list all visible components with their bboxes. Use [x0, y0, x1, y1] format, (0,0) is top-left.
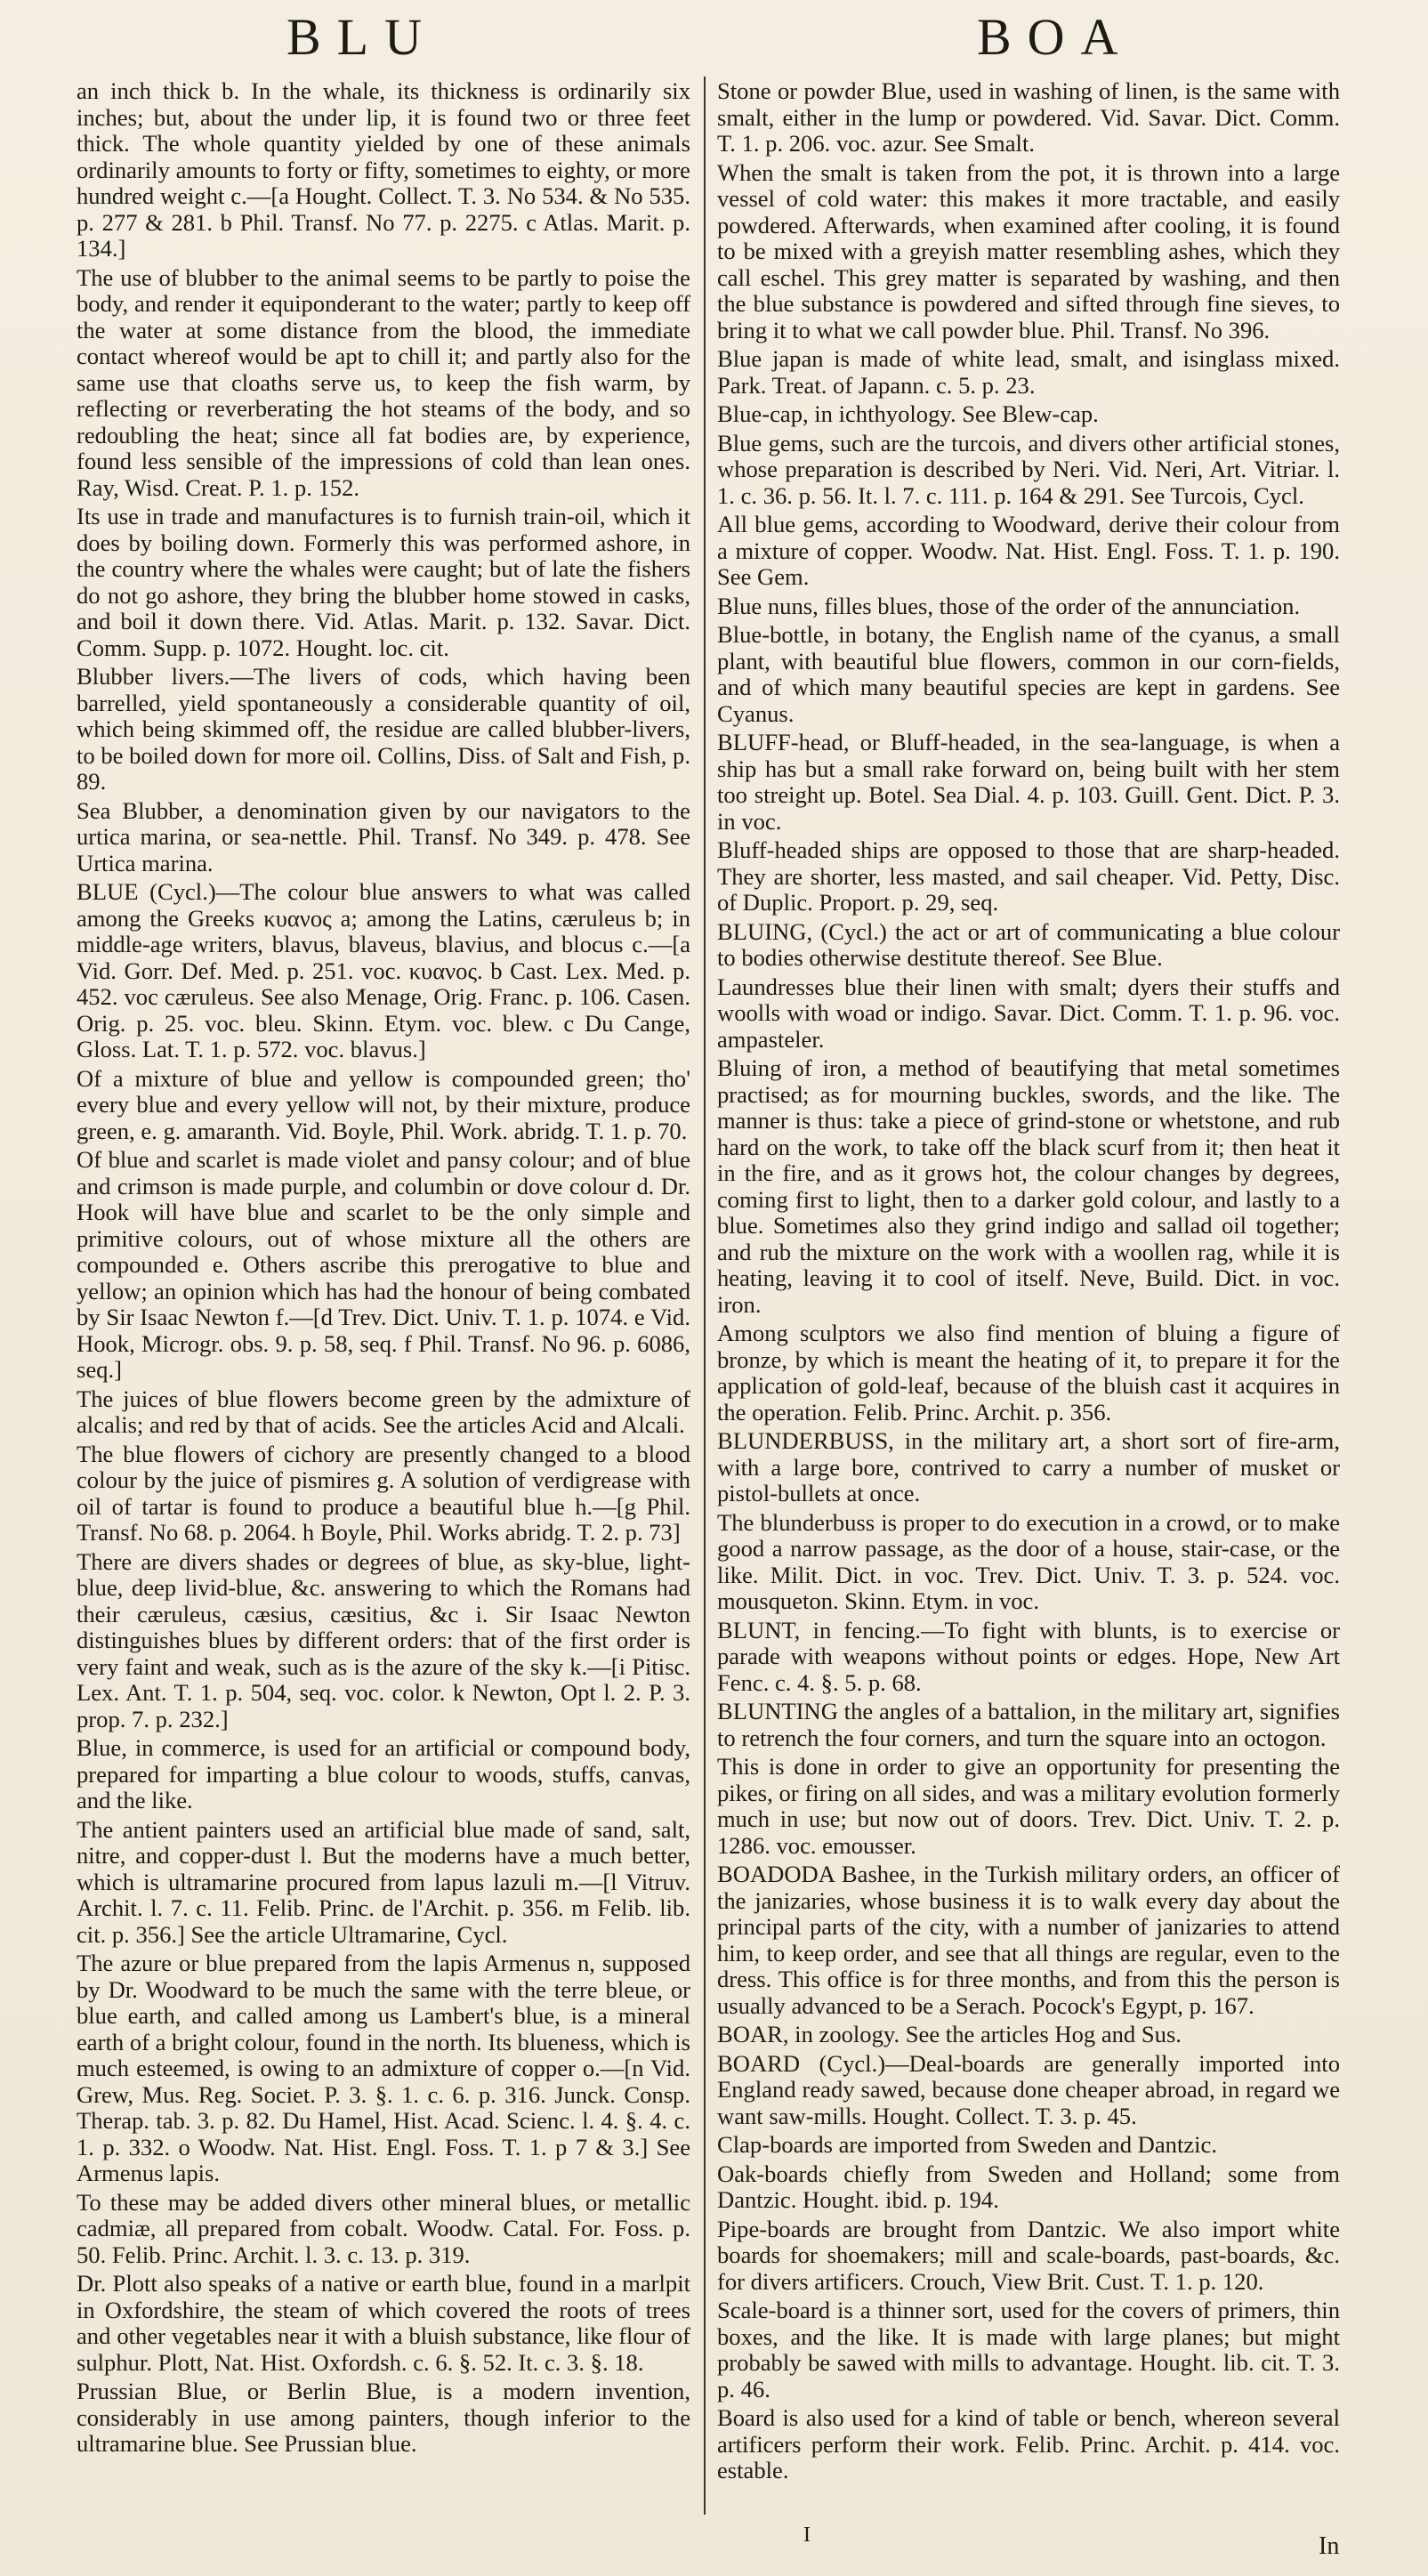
paragraph: Stone or powder Blue, used in washing of linen, is the same with smalt, either in the lump or powdered. Vid. Savar. Dict. Comm. T. 1. p. 206. voc. azur. See Smalt. [717, 77, 1340, 157]
paragraph: To these may be added divers other mineral blues, or metallic cadmiæ, all prepared from cobalt. Woodw. Catal. For. Foss. p. 50. Felib. Princ. Archit. l. 3. c. 13. p. 319. [77, 2188, 690, 2268]
paragraph: Sea Blubber, a denomination given by our navigators to the urtica marina, or sea-nettle. Phil. Transf. No 349. p. 478. See Urtica marina. [77, 796, 690, 876]
paragraph: Among sculptors we also find mention of bluing a figure of bronze, by which is meant the heating of it, to prepare it for the application of gold-leaf, because of the bluish cast it acquires in the operation. Felib. Princ. Archit. p. 356. [717, 1320, 1340, 1425]
paragraph: Its use in trade and manufactures is to furnish train-oil, which it does by boiling down. Formerly this was performed ashore, in the country where the whales were caught; but of late the fishers do not go ashore, they bring the blubber home stowed in casks, and boil it down there. Vid. Atlas. Marit. p. 132. Savar. Dict. Comm. Supp. p. 1072. Hought. loc. cit. [77, 503, 690, 661]
paragraph: Blue gems, such are the turcois, and divers other artificial stones, whose preparation is described by Neri. Vid. Neri, Art. Vitriar. l. 1. c. 36. p. 56. It. l. 7. c. 111. p. 164 & 291. See Turcois, Cycl. [717, 429, 1340, 509]
signature-mark: I [803, 2524, 811, 2547]
paragraph: BLUNT, in fencing.—To fight with blunts, is to exercise or parade with weapons without points or edges. Hope, New Art Fenc. c. 4. §. 5. p. 68. [717, 1616, 1340, 1696]
catchword: In [1319, 2532, 1340, 2560]
paragraph: Dr. Plott also speaks of a native or earth blue, found in a marlpit in Oxfordshire, the steam of which covered the roots of trees and other vegetables near it with a bluish substance, like flour of sulphur. Plott, Nat. Hist. Oxfordsh. c. 6. §. 52. It. c. 3. §. 18. [77, 2270, 690, 2376]
paragraph: Prussian Blue, or Berlin Blue, is a modern invention, considerably in use among painters, though inferior to the ultramarine blue. See Prussian blue. [77, 2378, 690, 2457]
paragraph: This is done in order to give an opportunity for presenting the pikes, or firing on all sides, and was a military evolution formerly much in use; but now out of doors. Trev. Dict. Univ. T. 2. p. 1286. voc. emousser. [717, 1753, 1340, 1859]
paragraph: There are divers shades or degrees of blue, as sky-blue, light-blue, deep livid-blue, &c. answering to which the Romans had their cæruleus, cæsius, cæsitius, &c i. Sir Isaac Newton distinguishes blues by different orders: that of the first order is very faint and weak, such as is the azure of the sky k.—[i Pitisc. Lex. Ant. T. 1. p. 504, seq. voc. color. k Newton, Opt l. 2. P. 3. prop. 7. p. 232.] [77, 1547, 690, 1732]
paragraph: Blue-cap, in ichthyology. See Blew-cap. [717, 400, 1099, 427]
paragraph: Blue japan is made of white lead, smalt, and isinglass mixed. Park. Treat. of Japann. c. 5. p. 23. [717, 345, 1340, 399]
paragraph: BLUING, (Cycl.) the act or art of communicating a blue colour to bodies otherwise destitute thereof. See Blue. [717, 917, 1340, 971]
paragraph: The azure or blue prepared from the lapis Armenus n, supposed by Dr. Woodward to be much the same with the terre bleue, or blue earth, and called among us Lambert's blue, is a mineral earth of a bright colour, found in the north. Its blueness, which is much esteemed, is owing to an admixture of copper o.—[n Vid. Grew, Mus. Reg. Societ. P. 3. §. 1. c. 6. p. 316. Junck. Consp. Therap. tab. 3. p. 82. Du Hamel, Hist. Acad. Scienc. l. 4. §. 4. c. 1. p. 332. o Woodw. Nat. Hist. Engl. Foss. T. 1. p 7 & 3.] See Armenus lapis. [77, 1950, 690, 2186]
paragraph: Laundresses blue their linen with smalt; dyers their stuffs and woolls with woad or indigo. Savar. Dict. Comm. T. 1. p. 96. voc. ampasteler. [717, 973, 1340, 1053]
paragraph: The juices of blue flowers become green by the admixture of alcalis; and red by that of acids. See the articles Acid and Alcali. [77, 1385, 690, 1438]
paragraph: Bluff-headed ships are opposed to those that are sharp-headed. They are shorter, less masted, and sail cheaper. Vid. Petty, Disc. of Duplic. Proport. p. 29, seq. [717, 836, 1340, 916]
paragraph: Blue-bottle, in botany, the English name of the cyanus, a small plant, with beautiful blue flowers, common in our corn-fields, and of which many beautiful species are kept in gardens. See Cyanus. [717, 621, 1340, 727]
paragraph: Pipe-boards are brought from Dantzic. We also import white boards for shoemakers; mill and scale-boards, past-boards, &c. for divers artificers. Crouch, View Brit. Cust. T. 1. p. 120. [717, 2215, 1340, 2295]
paragraph: The blunderbuss is proper to do execution in a crowd, or to make good a narrow passage, as the door of a house, stair-case, or the like. Milit. Dict. in voc. Trev. Dict. Univ. T. 3. p. 524. voc. mousqueton. Skinn. Etym. in voc. [717, 1508, 1340, 1614]
paragraph: Clap-boards are imported from Sweden and Dantzic. [717, 2131, 1217, 2158]
paragraph: BLUFF-head, or Bluff-headed, in the sea-language, is when a ship has but a small rake forward on, being built with her stem too streight up. Botel. Sea Dial. 4. p. 103. Guill. Gent. Dict. P. 3. in voc. [717, 729, 1340, 835]
paragraph: BOARD (Cycl.)—Deal-boards are generally imported into England ready sawed, because done cheaper abroad, in regard we want saw-mills. Hought. Collect. T. 3. p. 45. [717, 2049, 1340, 2129]
paragraph: BLUNTING the angles of a battalion, in the military art, signifies to retrench the four corners, and turn the square into an octogon. [717, 1698, 1340, 1751]
right-column [717, 78, 1340, 2487]
paragraph: BLUE (Cycl.)—The colour blue answers to what was called among the Greeks κυανος a; among the Latins, cæruleus b; in middle-age writers, blavus, blaveus, blavius, and blocus c.—[a Vid. Gorr. Def. Med. p. 251. voc. κυανος. b Cast. Lex. Med. p. 452. voc cæruleus. See also Menage, Orig. Franc. p. 106. Casen. Orig. p. 25. voc. bleu. Skinn. Etym. voc. blew. c Du Cange, Gloss. Lat. T. 1. p. 572. voc. blavus.] [77, 878, 690, 1062]
running-head-right: BOA [977, 8, 1134, 66]
paragraph: an inch thick b. In the whale, its thickness is ordinarily six inches; but, about the under lip, it is found two or three feet thick. The whole quantity yielded by one of these animals ordinarily amounts to forty or fifty, sometimes to eighty, or more hundred weight c.—[a Hought. Collect. T. 3. No 534. & No 535. p. 277 & 281. b Phil. Transf. No 77. p. 2275. c Atlas. Marit. p. 134.] [77, 77, 690, 262]
paragraph: Of a mixture of blue and yellow is compounded green; tho' every blue and every yellow will not, by their mixture, produce green, e. g. amaranth. Vid. Boyle, Phil. Work. abridg. T. 1. p. 70. [77, 1064, 690, 1144]
paragraph: Of blue and scarlet is made violet and pansy colour; and of blue and crimson is made purple, and columbin or dove colour d. Dr. Hook will have blue and scarlet to be the only simple and primitive colours, out of whose mixture all the others are compounded e. Others ascribe this prerogative to blue and yellow; an opinion which has had the honour of being combated by Sir Isaac Newton f.—[d Trev. Dict. Univ. T. 1. p. 1074. e Vid. Hook, Microgr. obs. 9. p. 58, seq. f Phil. Transf. No 96. p. 6086, seq.] [77, 1146, 690, 1383]
paragraph: The antient painters used an artificial blue made of sand, salt, nitre, and copper-dust l. But the moderns have a much better, which is ultramarine procured from lapus lazuli m.—[l Vitruv. Archit. l. 7. c. 11. Felib. Princ. de l'Archit. p. 356. m Felib. lib. cit. p. 356.] See the article Ultramarine, Cycl. [77, 1815, 690, 1948]
paragraph: Scale-board is a thinner sort, used for the covers of primers, thin boxes, and the like. It is made with large planes; but might probably be sawed with mills to advantage. Hought. lib. cit. T. 3. p. 46. [717, 2297, 1340, 2402]
left-column [77, 78, 690, 2460]
paragraph: Board is also used for a kind of table or bench, whereon several artificers perform their work. Felib. Princ. Archit. p. 414. voc. estable. [717, 2404, 1340, 2483]
paragraph: The blue flowers of cichory are presently changed to a blood colour by the juice of pismires g. A solution of verdigrease with oil of tartar is found to produce a beautiful blue h.—[g Phil. Transf. No 68. p. 2064. h Boyle, Phil. Works abridg. T. 2. p. 73] [77, 1440, 690, 1546]
paragraph: All blue gems, according to Woodward, derive their colour from a mixture of copper. Woodw. Nat. Hist. Engl. Foss. T. 1. p. 190. See Gem. [717, 511, 1340, 590]
column-divider [704, 77, 706, 2515]
paragraph: BOAR, in zoology. See the articles Hog and Sus. [717, 2021, 1182, 2047]
paragraph: When the smalt is taken from the pot, it is thrown into a large vessel of cold water: this makes it more tractable, and easily powdered. Afterwards, when examined after cooling, it is found to be mixed with a greyish matter resembling ashes, which they call eschel. This grey matter is separated by washing, and then the blue substance is powdered and sifted through fine sieves, to bring it to what we call powder blue. Phil. Transf. No 396. [717, 158, 1340, 343]
paragraph: BOADODA Bashee, in the Turkish military orders, an officer of the janizaries, whose business it is to walk every day about the principal parts of the city, with a number of janizaries to attend him, to keep order, and see that all things are regular, even to the dress. This office is for three months, and from this the person is usually advanced to be a Serach. Pocock's Egypt, p. 167. [717, 1861, 1340, 2019]
running-head-left: BLU [286, 8, 438, 66]
paragraph: BLUNDERBUSS, in the military art, a short sort of fire-arm, with a large bore, contrived to carry a number of musket or pistol-bullets at once. [717, 1427, 1340, 1506]
paragraph: Bluing of iron, a method of beautifying that metal sometimes practised; as for mourning buckles, swords, and the like. The manner is thus: take a piece of grind-stone or whetstone, and rub hard on the work, to take off the black scurf from it; then heat it in the fire, and as it grows hot, the colour changes by degrees, coming first to light, then to a darker gold colour, and lastly to a blue. Sometimes also they grind indigo and sallad oil together; and rub the mixture on the work with a woollen rag, while it is heating, leaving it to cool of itself. Neve, Build. Dict. in voc. iron. [717, 1054, 1340, 1318]
paragraph: Blue nuns, filles blues, those of the order of the annunciation. [717, 592, 1301, 619]
paragraph: The use of blubber to the animal seems to be partly to poise the body, and render it equiponderant to the water; partly to keep off the water at some distance from the blood, the immediate contact whereof would be apt to chill it; and partly also for the same use that cloaths serve us, to keep the fish warm, by reflecting or reverberating the hot steams of the body, and so redoubling the heat; since all fat bodies are, by experience, found less sensible of the impressions of cold than lean ones. Ray, Wisd. Creat. P. 1. p. 152. [77, 263, 690, 501]
paragraph: Blubber livers.—The livers of cods, which having been barrelled, yield spontaneously a considerable quantity of oil, which being skimmed off, the residue are called blubber-livers, to be boiled down for more oil. Collins, Diss. of Salt and Fish, p. 89. [77, 663, 690, 795]
paragraph: Oak-boards chiefly from Sweden and Holland; some from Dantzic. Hought. ibid. p. 194. [717, 2160, 1340, 2213]
paragraph: Blue, in commerce, is used for an artificial or compound body, prepared for imparting a blue colour to woods, stuffs, canvas, and the like. [77, 1734, 690, 1813]
